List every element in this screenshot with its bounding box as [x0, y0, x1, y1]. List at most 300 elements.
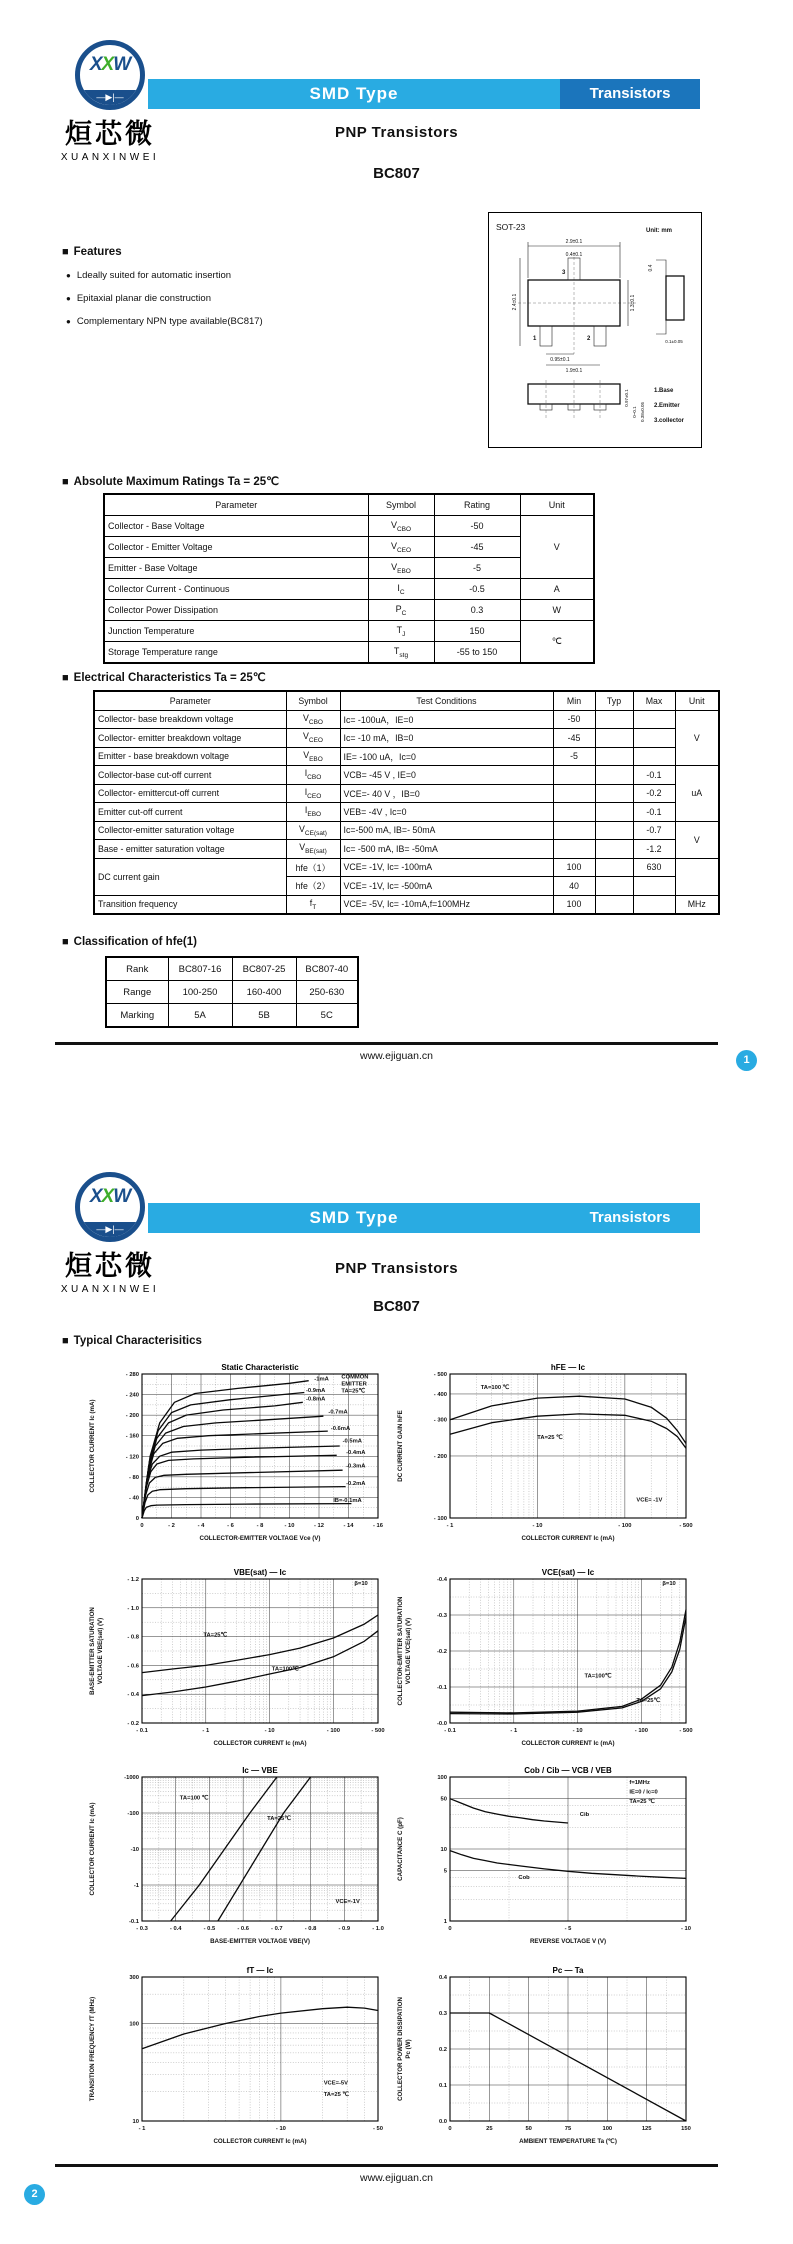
table-cell: -0.7 — [633, 821, 675, 840]
dim-lead-width: 0.4±0.1 — [565, 252, 583, 258]
svg-text:EMITTER: EMITTER — [341, 1381, 367, 1388]
features-list — [66, 270, 263, 339]
table-cell: $V_{BE(sat)}$ — [286, 840, 340, 859]
table-cell: $V_{CEO}$ — [286, 729, 340, 748]
chart-svg — [86, 1964, 388, 2164]
absolute-maximum-ratings-table — [103, 493, 595, 664]
svg-text:Pc — Ta: Pc — Ta — [552, 1966, 584, 1975]
table-cell: -55 to 150 — [434, 642, 520, 664]
svg-text:- 0.9: - 0.9 — [338, 1926, 351, 1932]
table-cell: A — [520, 579, 594, 600]
typical-characteristics-heading: ■ Typical Characterisitics — [62, 1335, 202, 1347]
svg-text:- 0.2: - 0.2 — [127, 1721, 139, 1727]
bullet-icon: ● — [66, 294, 71, 303]
column-header: Unit — [675, 691, 719, 710]
svg-text:- 500: - 500 — [433, 1372, 447, 1378]
svg-text:- 0.1: - 0.1 — [136, 1728, 148, 1734]
svg-text:0: 0 — [135, 1516, 139, 1522]
svg-text:-0.4: -0.4 — [437, 1577, 447, 1583]
table-cell: 5B — [232, 1004, 296, 1028]
table-cell: -0.5 — [434, 579, 520, 600]
pin-1-label: 1 — [533, 336, 537, 342]
diode-icon: —▶|— — [80, 90, 140, 105]
svg-text:0.0: 0.0 — [438, 2119, 447, 2125]
header-bar — [148, 79, 700, 109]
pin-3-label: 3 — [562, 270, 566, 276]
table-cell — [633, 877, 675, 896]
svg-text:COLLECTOR CURRENT Ic (mA): COLLECTOR CURRENT Ic (mA) — [213, 1740, 307, 1747]
table-cell: $T_{stg}$ — [368, 642, 434, 664]
section-marker: ■ — [62, 1335, 69, 1347]
table-row — [104, 600, 594, 621]
table-row — [104, 579, 594, 600]
svg-text:- 1: - 1 — [446, 1523, 454, 1529]
table-row — [106, 957, 358, 981]
header-bar — [148, 1203, 700, 1233]
svg-text:Cib: Cib — [579, 1811, 590, 1818]
svg-text:-1mA: -1mA — [314, 1376, 329, 1383]
table-cell: $V_{CE(sat)}$ — [286, 821, 340, 840]
svg-text:TA=25 ℃: TA=25 ℃ — [629, 1798, 655, 1805]
svg-text:- 0.6: - 0.6 — [237, 1926, 249, 1932]
svg-text:- 1.2: - 1.2 — [127, 1577, 139, 1583]
svg-text:TA=100 ℃: TA=100 ℃ — [179, 1795, 209, 1802]
svg-text:AMBIENT TEMPERATURE Ta (℃): AMBIENT TEMPERATURE Ta (℃) — [519, 2138, 617, 2145]
svg-text:- 100: - 100 — [618, 1523, 632, 1529]
table-cell: Ic= -10 mA，IB=0 — [340, 729, 553, 748]
table-cell: Collector- base breakdown voltage — [94, 710, 286, 729]
table-cell: Emitter cut-off current — [94, 803, 286, 822]
svg-text:-0.5mA: -0.5mA — [342, 1438, 362, 1445]
logo-letters: XXW — [89, 1186, 131, 1207]
table-cell: VCE= -1V, Ic= -500mA — [340, 877, 553, 896]
table-cell — [595, 710, 633, 729]
features-heading: ■ Features — [62, 246, 122, 258]
svg-text:25: 25 — [486, 2126, 493, 2132]
table-row — [94, 710, 719, 729]
chart-static-characteristic — [86, 1361, 388, 1561]
svg-text:COLLECTOR CURRENT Ic (mA): COLLECTOR CURRENT Ic (mA) — [521, 1740, 615, 1747]
svg-text:-0.6mA: -0.6mA — [330, 1426, 351, 1433]
table-cell — [633, 747, 675, 766]
classification-heading: ■ Classification of hfe(1) — [62, 936, 197, 948]
brand-name-en: XUANXINWEI — [60, 152, 160, 163]
chart-svg — [394, 1361, 696, 1561]
table-cell — [595, 858, 633, 877]
svg-text:-0.9mA: -0.9mA — [306, 1388, 326, 1394]
svg-text:-0.2: -0.2 — [437, 1649, 447, 1655]
table-cell: -5 — [434, 558, 520, 579]
svg-text:- 200: - 200 — [433, 1453, 447, 1460]
table-cell: Collector- emitter breakdown voltage — [94, 729, 286, 748]
table-cell: $V_{CEO}$ — [368, 537, 434, 558]
chart-svg — [394, 1764, 696, 1964]
svg-text:300: 300 — [129, 1975, 139, 1981]
svg-text:100: 100 — [437, 1775, 447, 1781]
table-cell: Emitter - base breakdown voltage — [94, 747, 286, 766]
page-title: PNP Transistors — [334, 124, 459, 141]
electrical-characteristics-table — [93, 690, 720, 915]
chart-svg — [394, 1964, 696, 2164]
package-unit: Unit: mm — [646, 228, 672, 234]
header-bar-type: SMD Type — [309, 1208, 399, 1227]
table-cell: 100-250 — [168, 981, 232, 1004]
svg-text:TA=25℃: TA=25℃ — [203, 1632, 228, 1639]
table-cell: $V_{CBO}$ — [368, 516, 434, 537]
table-cell: $V_{EBO}$ — [286, 747, 340, 766]
page-number-badge: 2 — [24, 2184, 45, 2205]
svg-text:- 10: - 10 — [681, 1926, 691, 1932]
table-cell: Ic=-500 mA, IB=- 50mA — [340, 821, 553, 840]
svg-text:- 10: - 10 — [284, 1523, 295, 1529]
table-cell: hfe（1） — [286, 858, 340, 877]
table-cell: Collector Power Dissipation — [104, 600, 368, 621]
table-cell: $I_{EBO}$ — [286, 803, 340, 822]
table-cell: 100 — [553, 895, 595, 914]
dim-front-height: 0.97±0.1 — [624, 389, 629, 407]
table-cell — [595, 747, 633, 766]
logo-mark-icon — [75, 1172, 145, 1242]
table-cell — [553, 784, 595, 803]
svg-text:10: 10 — [440, 1847, 447, 1853]
svg-text:-100: -100 — [127, 1811, 139, 1817]
svg-text:IB=-0.1mA: IB=-0.1mA — [333, 1498, 362, 1505]
section-marker: ■ — [62, 476, 69, 488]
svg-text:- 1.0: - 1.0 — [372, 1926, 384, 1932]
pin-2-label: 2 — [587, 336, 591, 342]
table-cell: Range — [106, 981, 168, 1004]
table-cell — [553, 766, 595, 785]
table-cell: -45 — [553, 729, 595, 748]
svg-text:COLLECTOR CURRENT Ic (mA): COLLECTOR CURRENT Ic (mA) — [521, 1535, 615, 1542]
footer-rule — [55, 1042, 718, 1045]
svg-text:- 120: - 120 — [125, 1454, 139, 1461]
table-cell: hfe（2） — [286, 877, 340, 896]
table-cell — [595, 766, 633, 785]
svg-text:-0.4mA: -0.4mA — [346, 1449, 366, 1456]
table-row — [94, 840, 719, 859]
part-number: BC807 — [373, 165, 420, 182]
svg-text:TRANSITION FREQUENCY fT (MH: TRANSITION FREQUENCY fT (MHz) — [89, 1996, 96, 2102]
column-header: Min — [553, 691, 595, 710]
svg-text:VBE(sat) — Ic: VBE(sat) — Ic — [233, 1568, 287, 1577]
svg-text:- 2: - 2 — [168, 1523, 175, 1529]
brand-name-cn: 烜芯微 — [65, 1251, 155, 1281]
svg-text:Cob / Cib — VCB / VEB: Cob / Cib — VCB / VEB — [524, 1766, 612, 1775]
table-cell — [633, 710, 675, 729]
svg-text:TA=25 ℃: TA=25 ℃ — [323, 2091, 349, 2098]
svg-text:β=10: β=10 — [354, 1580, 368, 1587]
svg-text:-0.7mA: -0.7mA — [328, 1409, 348, 1416]
svg-text:- 1: - 1 — [202, 1728, 210, 1734]
brand-name-cn: 烜芯微 — [65, 119, 155, 149]
svg-text:- 0.7: - 0.7 — [271, 1926, 283, 1932]
svg-text:-0.2mA: -0.2mA — [346, 1480, 366, 1487]
table-cell: -5 — [553, 747, 595, 766]
svg-text:- 300: - 300 — [433, 1417, 447, 1424]
table-row — [106, 1004, 358, 1028]
table-cell — [553, 803, 595, 822]
svg-text:fT — Ic: fT — Ic — [246, 1966, 274, 1975]
chart-hfe-vs-ic — [394, 1361, 696, 1561]
svg-text:VCE=-5V: VCE=-5V — [323, 2080, 349, 2087]
table-row — [94, 821, 719, 840]
svg-text:TA=25℃: TA=25℃ — [267, 1816, 291, 1823]
header-bar-category: Transistors — [589, 1209, 671, 1226]
svg-text:0: 0 — [448, 2126, 452, 2132]
svg-text:COLLECTOR CURRENT Ic (mA): COLLECTOR CURRENT Ic (mA) — [89, 1802, 96, 1896]
svg-text:0: 0 — [448, 1926, 452, 1932]
table-cell: $f_T$ — [286, 895, 340, 914]
table-cell: IE= -100 uA，Ic=0 — [340, 747, 553, 766]
table-cell: 250-630 — [296, 981, 358, 1004]
table-cell: W — [520, 600, 594, 621]
feature-item: ● Epitaxial planar die construction — [66, 293, 211, 304]
svg-text:-1: -1 — [133, 1883, 139, 1889]
table-cell: 0.3 — [434, 600, 520, 621]
table-row — [104, 621, 594, 642]
svg-text:50: 50 — [525, 2126, 532, 2132]
svg-text:IE=0 / Ic=0: IE=0 / Ic=0 — [629, 1789, 658, 1796]
table-cell — [595, 877, 633, 896]
svg-text:- 500: - 500 — [679, 1728, 693, 1734]
table-cell: Collector - Emitter Voltage — [104, 537, 368, 558]
svg-text:-0.3: -0.3 — [437, 1613, 447, 1619]
table-cell — [633, 895, 675, 914]
footer-website: www.ejiguan.cn — [360, 1050, 433, 1062]
page-2 — [0, 1122, 793, 2244]
svg-text:- 0.4: - 0.4 — [127, 1692, 139, 1699]
table-cell — [633, 729, 675, 748]
svg-text:β=10: β=10 — [662, 1580, 676, 1587]
svg-text:- 100: - 100 — [326, 1728, 341, 1734]
section-marker: ■ — [62, 936, 69, 948]
table-cell: Collector Current - Continuous — [104, 579, 368, 600]
svg-text:- 0.6: - 0.6 — [127, 1663, 139, 1670]
dim-front-lead: 0.38±0.05 — [640, 402, 645, 422]
table-cell: 100 — [553, 858, 595, 877]
table-cell: -0.1 — [633, 803, 675, 822]
footer-rule — [55, 2164, 718, 2167]
abs-max-heading: ■ Absolute Maximum Ratings Ta = 25℃ — [62, 476, 280, 488]
svg-text:- 0.1: - 0.1 — [444, 1728, 456, 1734]
table-cell: Junction Temperature — [104, 621, 368, 642]
svg-text:DC CURRENT GAIN hFE: DC CURRENT GAIN hFE — [397, 1410, 404, 1482]
svg-text:- 50: - 50 — [373, 2126, 383, 2132]
column-header: Typ — [595, 691, 633, 710]
table-row — [94, 766, 719, 785]
column-header: Max — [633, 691, 675, 710]
dim-total-height: 2.4±0.1 — [512, 293, 518, 311]
table-cell — [595, 803, 633, 822]
diode-icon: —▶|— — [80, 1222, 140, 1237]
table-cell: -1.2 — [633, 840, 675, 859]
svg-text:0: 0 — [140, 1523, 144, 1529]
table-cell: V — [520, 516, 594, 579]
svg-text:- 500: - 500 — [371, 1728, 385, 1734]
feature-item: ● Ldeally suited for automatic insertion — [66, 270, 232, 281]
svg-text:- 0.4: - 0.4 — [169, 1926, 182, 1932]
table-row — [94, 729, 719, 748]
table-row — [94, 747, 719, 766]
pin-legend-emitter: 2.Emitter — [654, 403, 680, 409]
svg-text:- 100: - 100 — [433, 1516, 447, 1522]
table-cell: DC current gain — [94, 858, 286, 895]
svg-text:hFE — Ic: hFE — Ic — [550, 1363, 586, 1372]
svg-text:- 100: - 100 — [634, 1728, 649, 1734]
brand-name-en: XUANXINWEI — [60, 1284, 160, 1295]
table-cell: Collector- emittercut-off current — [94, 784, 286, 803]
svg-text:VCE= -1V: VCE= -1V — [636, 1497, 663, 1504]
table-cell: -45 — [434, 537, 520, 558]
part-number: BC807 — [373, 1298, 420, 1315]
svg-text:TA=25℃: TA=25℃ — [341, 1388, 366, 1395]
svg-text:COLLECTOR-EMITTER VOLTAGE Vc: COLLECTOR-EMITTER VOLTAGE Vce (V) — [199, 1535, 321, 1542]
table-row — [94, 858, 719, 877]
svg-text:- 6: - 6 — [227, 1523, 234, 1529]
table-cell: V — [675, 710, 719, 766]
table-cell: Rank — [106, 957, 168, 981]
svg-text:- 10: - 10 — [275, 2126, 286, 2132]
dim-body-height: 1.3±0.1 — [630, 294, 636, 312]
svg-text:- 14: - 14 — [343, 1523, 354, 1529]
bullet-icon: ● — [66, 317, 71, 326]
svg-text:TA=25 ℃: TA=25 ℃ — [537, 1434, 563, 1441]
table-cell: 630 — [633, 858, 675, 877]
svg-text:BASE-EMITTER SATURATION: BASE-EMITTER SATURATION — [89, 1607, 96, 1695]
column-header: Unit — [520, 494, 594, 516]
svg-text:- 10: - 10 — [264, 1728, 275, 1734]
logo-letters: XXW — [89, 54, 131, 75]
svg-text:BASE-EMITTER VOLTAGE VBE(V): BASE-EMITTER VOLTAGE VBE(V) — [210, 1938, 310, 1945]
chart-svg — [86, 1764, 388, 1964]
chart-svg — [86, 1361, 388, 1561]
svg-text:- 5: - 5 — [564, 1926, 572, 1932]
table-cell — [595, 821, 633, 840]
svg-text:COLLECTOR POWER DISSIPATION: COLLECTOR POWER DISSIPATION — [397, 1997, 404, 2101]
svg-text:TA=25℃: TA=25℃ — [636, 1698, 661, 1705]
table-cell: Collector-emitter saturation voltage — [94, 821, 286, 840]
svg-text:VOLTAGE VCE(sat) (V): VOLTAGE VCE(sat) (V) — [405, 1617, 412, 1685]
svg-text:0.1: 0.1 — [438, 2083, 447, 2089]
table-cell: $I_C$ — [368, 579, 434, 600]
svg-text:0.4: 0.4 — [438, 1975, 447, 1981]
table-cell: V — [675, 821, 719, 858]
chart-ic-vs-vbe — [86, 1764, 388, 1964]
chart-vcesat-vs-ic — [394, 1566, 696, 1766]
svg-text:COLLECTOR CURRENT Ic (mA): COLLECTOR CURRENT Ic (mA) — [89, 1399, 96, 1493]
table-cell: $I_{CBO}$ — [286, 766, 340, 785]
dim-side-lead: 0.4 — [648, 264, 654, 272]
column-header: Symbol — [368, 494, 434, 516]
table-cell — [553, 821, 595, 840]
table-cell: $T_J$ — [368, 621, 434, 642]
table-cell: uA — [675, 766, 719, 822]
svg-text:- 160: - 160 — [125, 1433, 139, 1440]
svg-text:- 0.8: - 0.8 — [304, 1926, 317, 1932]
svg-text:- 16: - 16 — [373, 1523, 383, 1529]
svg-text:VOLTAGE VBE(sat) (V): VOLTAGE VBE(sat) (V) — [97, 1617, 104, 1685]
svg-text:5: 5 — [443, 1868, 447, 1875]
table-cell — [553, 840, 595, 859]
table-cell: -0.1 — [633, 766, 675, 785]
table-cell: Emitter - Base Voltage — [104, 558, 368, 579]
table-cell: VCB= -45 V , IE=0 — [340, 766, 553, 785]
svg-text:- 280: - 280 — [125, 1372, 139, 1378]
svg-text:125: 125 — [641, 2126, 652, 2132]
svg-text:- 400: - 400 — [433, 1391, 447, 1398]
table-cell: 160-400 — [232, 981, 296, 1004]
chart-vbesat-vs-ic — [86, 1566, 388, 1766]
column-header: Parameter — [104, 494, 368, 516]
svg-text:Pc (W): Pc (W) — [405, 2039, 412, 2059]
svg-text:1: 1 — [443, 1919, 447, 1925]
svg-text:- 40: - 40 — [129, 1495, 139, 1502]
table-cell — [595, 729, 633, 748]
column-header: Rating — [434, 494, 520, 516]
table-cell: -50 — [553, 710, 595, 729]
pin-legend-base: 1.Base — [654, 388, 674, 394]
svg-text:REVERSE VOLTAGE V (V): REVERSE VOLTAGE V (V) — [529, 1938, 607, 1945]
table-cell: Collector-base cut-off current — [94, 766, 286, 785]
svg-text:CAPACITANCE C (pF): CAPACITANCE C (pF) — [397, 1817, 404, 1881]
table-cell: Storage Temperature range — [104, 642, 368, 664]
table-cell: $V_{EBO}$ — [368, 558, 434, 579]
table-cell: -0.2 — [633, 784, 675, 803]
table-cell: $I_{CEO}$ — [286, 784, 340, 803]
table-cell — [595, 840, 633, 859]
chart-svg — [86, 1566, 388, 1766]
logo-mark-icon — [75, 40, 145, 110]
dim-standoff: 0.1±0.05 — [665, 339, 683, 344]
svg-text:TA=100℃: TA=100℃ — [271, 1666, 299, 1673]
svg-text:- 240: - 240 — [125, 1392, 139, 1399]
svg-text:-0.8mA: -0.8mA — [306, 1396, 326, 1403]
svg-text:COLLECTOR CURRENT Ic (mA): COLLECTOR CURRENT Ic (mA) — [213, 2138, 307, 2145]
svg-text:100: 100 — [129, 2021, 139, 2028]
bullet-icon: ● — [66, 271, 71, 280]
svg-text:- 0.5: - 0.5 — [203, 1926, 216, 1932]
svg-text:Ic — VBE: Ic — VBE — [242, 1766, 278, 1775]
table-cell: VCE=- 40 V ，IB=0 — [340, 784, 553, 803]
column-header: Test Conditions — [340, 691, 553, 710]
chart-power-derating — [394, 1964, 696, 2164]
svg-text:75: 75 — [564, 2126, 572, 2132]
page-number-badge: 1 — [736, 1050, 757, 1071]
table-cell: VEB= -4V , Ic=0 — [340, 803, 553, 822]
svg-text:0.2: 0.2 — [438, 2047, 447, 2053]
svg-text:-1000: -1000 — [124, 1775, 139, 1781]
package-name: SOT-23 — [496, 222, 526, 232]
svg-text:-0.1: -0.1 — [437, 1685, 447, 1691]
dim-lead-span: 1.9±0.1 — [565, 368, 583, 374]
table-cell: 40 — [553, 877, 595, 896]
table-row — [104, 516, 594, 537]
svg-text:50: 50 — [440, 1796, 447, 1803]
svg-text:- 80: - 80 — [129, 1474, 139, 1481]
dim-front-gap: 0~0.1 — [632, 406, 637, 418]
svg-text:10: 10 — [132, 2119, 139, 2125]
svg-text:VCE(sat) — Ic: VCE(sat) — Ic — [541, 1568, 595, 1577]
dim-body-width: 2.9±0.1 — [565, 239, 583, 245]
chart-capacitance-vs-reverse-voltage — [394, 1764, 696, 1964]
footer-website: www.ejiguan.cn — [360, 2172, 433, 2184]
package-drawing — [488, 212, 702, 448]
table-cell: $P_C$ — [368, 600, 434, 621]
table-cell — [595, 784, 633, 803]
svg-text:- 12: - 12 — [314, 1523, 324, 1529]
table-cell: VCE= -1V, Ic= -100mA — [340, 858, 553, 877]
